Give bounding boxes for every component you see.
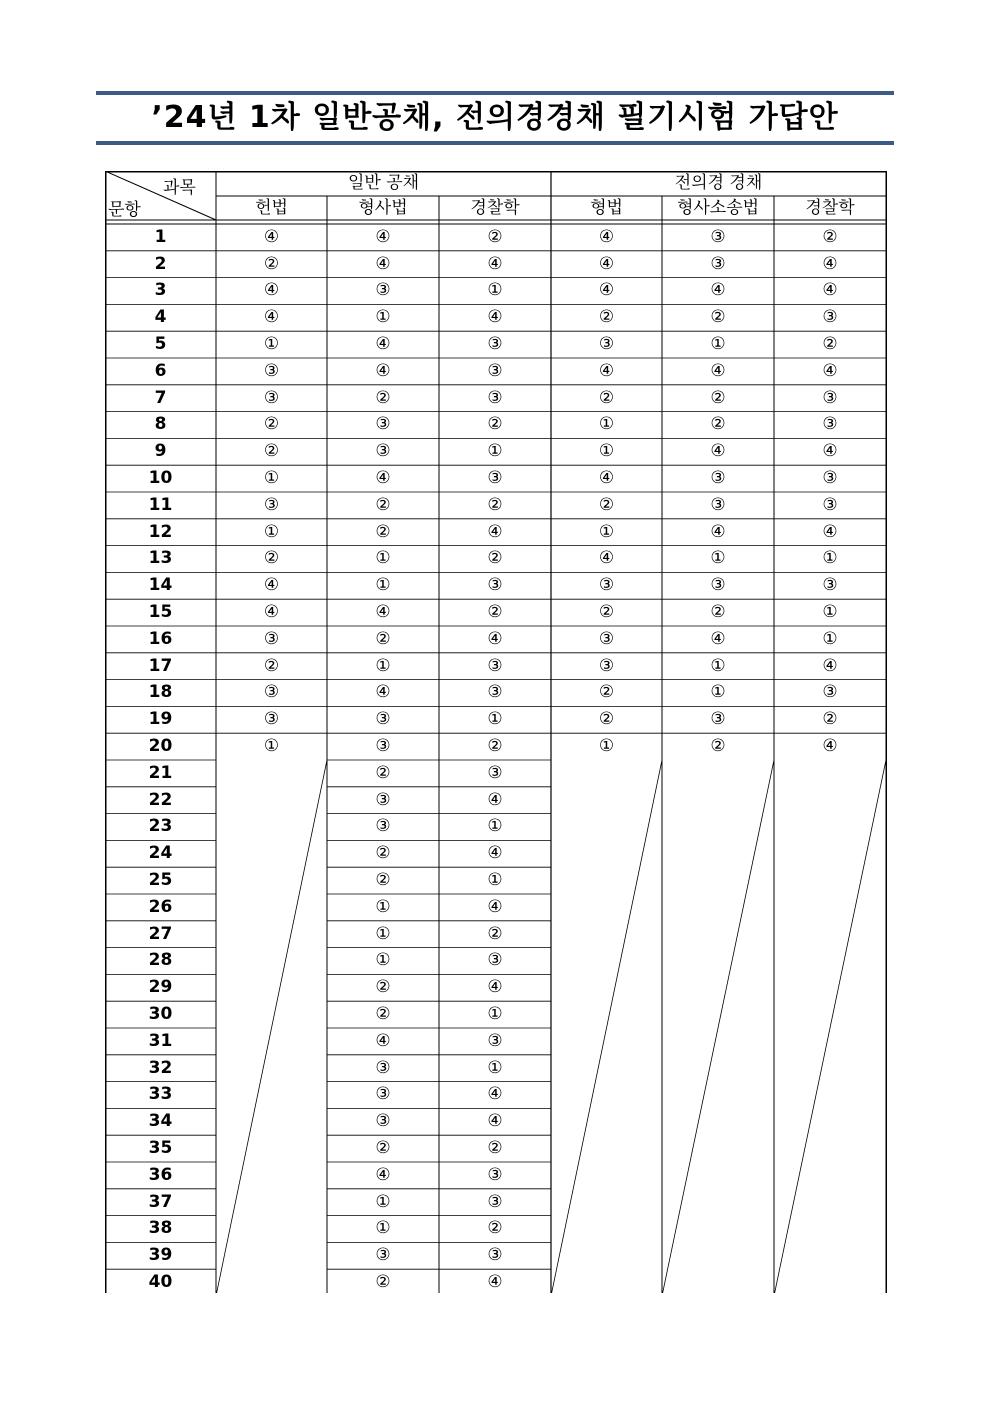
answer-cell: ④ <box>710 521 726 542</box>
answer-cell: ③ <box>375 1057 391 1078</box>
answer-cell: ③ <box>598 655 615 676</box>
answer-cell: ④ <box>487 253 503 274</box>
answer-cell: ② <box>487 414 503 435</box>
answer-cell: ④ <box>487 977 503 998</box>
answer-cell: ③ <box>822 575 838 596</box>
answer-cell: ③ <box>487 468 503 489</box>
title-block <box>96 91 894 145</box>
answer-cell: ② <box>598 682 615 703</box>
answer-cell: ② <box>263 655 280 676</box>
answer-cell: ③ <box>487 762 503 783</box>
subject-header: 형사법 <box>358 197 408 218</box>
answer-cell: ③ <box>710 253 726 274</box>
answer-cell: ③ <box>487 1164 503 1185</box>
question-number: 15 <box>148 602 173 623</box>
answer-cell: ③ <box>487 360 503 381</box>
question-number: 17 <box>148 655 173 676</box>
answer-cell: ② <box>822 709 838 730</box>
answer-cell: ① <box>263 334 280 355</box>
title-top-rule <box>96 91 894 95</box>
answer-cell: ③ <box>487 334 503 355</box>
answer-cell: ④ <box>822 521 838 542</box>
answer-cell: ② <box>487 923 503 944</box>
question-number: 1 <box>154 226 167 247</box>
answer-cell: ① <box>263 736 280 757</box>
answer-cell: ④ <box>487 1084 503 1105</box>
answer-cell: ② <box>710 736 726 757</box>
answer-cell: ② <box>487 548 503 569</box>
question-number: 9 <box>154 441 167 462</box>
answer-cell: ④ <box>375 1164 391 1185</box>
subject-header: 형법 <box>590 197 623 218</box>
corner-subject-label: 과목 <box>163 178 196 198</box>
answer-cell: ③ <box>487 950 503 971</box>
answer-cell: ① <box>375 950 391 971</box>
answer-cell: ④ <box>263 575 280 596</box>
question-number: 40 <box>148 1272 173 1293</box>
answer-cell: ① <box>375 575 391 596</box>
answer-cell: ③ <box>263 494 280 515</box>
question-number: 37 <box>148 1191 173 1212</box>
answer-cell: ② <box>263 414 280 435</box>
answer-cell: ④ <box>598 280 615 301</box>
answer-cell: ③ <box>822 468 838 489</box>
answer-cell: ③ <box>375 1084 391 1105</box>
answer-cell: ③ <box>375 736 391 757</box>
answer-cell: ① <box>375 923 391 944</box>
question-number: 13 <box>148 548 173 569</box>
answer-cell: ② <box>375 843 391 864</box>
answer-cell: ③ <box>375 816 391 837</box>
question-number: 5 <box>154 334 167 355</box>
question-number: 2 <box>154 253 167 274</box>
answer-cell: ③ <box>375 280 391 301</box>
answer-cell: ③ <box>487 387 503 408</box>
answer-cell: ② <box>710 307 726 328</box>
answer-cell: ② <box>487 736 503 757</box>
question-number: 7 <box>154 387 167 408</box>
question-number: 22 <box>148 789 173 810</box>
answer-cell: ① <box>710 655 726 676</box>
answer-cell: ② <box>598 602 615 623</box>
group-header-conscript: 전의경 경채 <box>674 173 763 193</box>
question-number: 36 <box>148 1164 173 1185</box>
answer-cell: ① <box>263 521 280 542</box>
question-number: 14 <box>148 575 173 596</box>
answer-cell: ② <box>375 762 391 783</box>
question-number: 21 <box>148 762 173 783</box>
answer-cell: ④ <box>375 253 391 274</box>
answer-cell: ④ <box>598 360 615 381</box>
answer-cell: ③ <box>598 334 615 355</box>
question-number: 35 <box>148 1138 173 1159</box>
answer-cell: ④ <box>263 280 280 301</box>
answer-cell: ④ <box>375 226 391 247</box>
empty-cell-slash <box>551 760 662 1293</box>
answer-cell: ① <box>375 548 391 569</box>
question-number: 32 <box>148 1057 173 1078</box>
answer-cell: ③ <box>263 709 280 730</box>
question-number: 27 <box>148 923 173 944</box>
answer-cell: ① <box>487 816 503 837</box>
answer-cell: ① <box>375 307 391 328</box>
answer-cell: ④ <box>710 441 726 462</box>
answer-cell: ② <box>263 441 280 462</box>
answer-cell: ② <box>375 1004 391 1025</box>
answer-table <box>105 171 887 1293</box>
question-number: 23 <box>148 816 173 837</box>
answer-cell: ① <box>822 548 838 569</box>
answer-cell: ③ <box>375 1245 391 1266</box>
subject-header: 경찰학 <box>805 197 855 218</box>
answer-cell: ④ <box>487 1111 503 1132</box>
answer-cell: ① <box>487 441 503 462</box>
question-number: 6 <box>154 360 167 381</box>
answer-cell: ① <box>598 414 615 435</box>
answer-cell: ① <box>487 1004 503 1025</box>
question-number: 31 <box>148 1030 173 1051</box>
answer-cell: ② <box>822 334 838 355</box>
question-number: 38 <box>148 1218 173 1239</box>
answer-cell: ① <box>487 870 503 891</box>
answer-cell: ③ <box>822 387 838 408</box>
question-number: 18 <box>148 682 173 703</box>
answer-cell: ① <box>487 709 503 730</box>
answer-cell: ③ <box>375 1111 391 1132</box>
answer-cell: ③ <box>598 575 615 596</box>
answer-cell: ③ <box>487 1030 503 1051</box>
answer-cell: ④ <box>263 602 280 623</box>
answer-cell: ② <box>598 307 615 328</box>
answer-cell: ③ <box>822 494 838 515</box>
answer-cell: ② <box>598 494 615 515</box>
answer-cell: ③ <box>487 682 503 703</box>
answer-cell: ① <box>598 521 615 542</box>
answer-cell: ① <box>375 1218 391 1239</box>
page-title: ’24년 1차 일반공채, 전의경경채 필기시험 가답안 <box>151 100 839 135</box>
answer-cell: ④ <box>598 548 615 569</box>
answer-cell: ④ <box>710 280 726 301</box>
question-number: 34 <box>148 1111 173 1132</box>
answer-cell: ④ <box>710 628 726 649</box>
subject-header: 형사소송법 <box>676 197 760 218</box>
answer-cell: ④ <box>598 226 615 247</box>
answer-cell: ② <box>375 387 391 408</box>
answer-cell: ③ <box>598 628 615 649</box>
question-number: 25 <box>148 870 173 891</box>
answer-cell: ③ <box>822 414 838 435</box>
answer-cell: ③ <box>487 575 503 596</box>
answer-cell: ③ <box>710 494 726 515</box>
answer-cell: ② <box>375 628 391 649</box>
answer-cell: ① <box>822 602 838 623</box>
answer-cell: ④ <box>822 736 838 757</box>
answer-cell: ④ <box>375 1030 391 1051</box>
empty-cell-slash <box>774 760 886 1293</box>
answer-cell: ④ <box>598 253 615 274</box>
question-number: 11 <box>148 494 173 515</box>
answer-cell: ③ <box>710 468 726 489</box>
question-number: 16 <box>148 628 173 649</box>
answer-cell: ③ <box>375 414 391 435</box>
answer-cell: ② <box>263 548 280 569</box>
answer-cell: ③ <box>375 709 391 730</box>
corner-question-label: 문항 <box>108 200 141 220</box>
answer-cell: ③ <box>710 575 726 596</box>
answer-cell: ① <box>487 280 503 301</box>
answer-cell: ② <box>487 1218 503 1239</box>
question-number: 8 <box>154 414 167 435</box>
answer-cell: ③ <box>487 1191 503 1212</box>
answer-cell: ① <box>598 441 615 462</box>
answer-cell: ④ <box>598 468 615 489</box>
answer-cell: ② <box>375 521 391 542</box>
answer-cell: ③ <box>263 682 280 703</box>
answer-cell: ③ <box>822 682 838 703</box>
question-number: 33 <box>148 1084 173 1105</box>
answer-cell: ③ <box>263 628 280 649</box>
question-number: 3 <box>154 280 167 301</box>
answer-cell: ② <box>710 602 726 623</box>
answer-cell: ① <box>598 736 615 757</box>
answer-cell: ④ <box>375 682 391 703</box>
answer-cell: ④ <box>375 334 391 355</box>
answer-cell: ① <box>263 468 280 489</box>
answer-cell: ② <box>487 602 503 623</box>
answer-cell: ④ <box>487 896 503 917</box>
question-number: 19 <box>148 709 173 730</box>
answer-cell: ③ <box>487 655 503 676</box>
answer-cell: ② <box>375 977 391 998</box>
answer-cell: ④ <box>710 360 726 381</box>
question-number: 4 <box>154 307 167 328</box>
answer-cell: ② <box>710 387 726 408</box>
question-number: 39 <box>148 1245 173 1266</box>
answer-cell: ④ <box>822 655 838 676</box>
subject-header: 경찰학 <box>470 197 520 218</box>
question-number: 28 <box>148 950 173 971</box>
question-number: 30 <box>148 1004 173 1025</box>
answer-cell: ④ <box>487 521 503 542</box>
answer-cell: ① <box>710 548 726 569</box>
answer-cell: ③ <box>487 1245 503 1266</box>
subject-header: 헌법 <box>255 197 288 218</box>
answer-cell: ② <box>822 226 838 247</box>
answer-cell: ④ <box>487 843 503 864</box>
answer-cell: ③ <box>375 789 391 810</box>
answer-cell: ③ <box>375 441 391 462</box>
answer-cell: ④ <box>487 307 503 328</box>
answer-cell: ③ <box>263 360 280 381</box>
question-number: 10 <box>148 468 173 489</box>
answer-cell: ④ <box>487 789 503 810</box>
question-number: 20 <box>148 736 173 757</box>
title-bottom-rule <box>96 141 894 145</box>
question-number: 24 <box>148 843 173 864</box>
answer-cell: ① <box>710 682 726 703</box>
answer-cell: ① <box>375 655 391 676</box>
answer-cell: ② <box>375 870 391 891</box>
question-number: 26 <box>148 896 173 917</box>
answer-cell: ② <box>598 387 615 408</box>
empty-cell-slash <box>216 760 327 1293</box>
answer-cell: ① <box>710 334 726 355</box>
answer-cell: ④ <box>375 602 391 623</box>
answer-cell: ② <box>487 1138 503 1159</box>
answer-cell: ④ <box>822 441 838 462</box>
answer-cell: ③ <box>263 387 280 408</box>
answer-cell: ④ <box>487 628 503 649</box>
answer-cell: ① <box>822 628 838 649</box>
answer-cell: ① <box>487 1057 503 1078</box>
answer-cell: ③ <box>822 307 838 328</box>
answer-cell: ④ <box>375 360 391 381</box>
answer-cell: ② <box>598 709 615 730</box>
answer-cell: ④ <box>487 1272 503 1293</box>
answer-cell: ② <box>487 226 503 247</box>
answer-cell: ① <box>375 896 391 917</box>
answer-cell: ③ <box>710 709 726 730</box>
answer-cell: ④ <box>375 468 391 489</box>
answer-cell: ① <box>375 1191 391 1212</box>
answer-cell: ② <box>487 494 503 515</box>
answer-cell: ② <box>710 414 726 435</box>
answer-cell: ④ <box>822 360 838 381</box>
question-number: 29 <box>148 977 173 998</box>
answer-cell: ④ <box>263 226 280 247</box>
answer-cell: ② <box>375 1138 391 1159</box>
answer-cell: ② <box>263 253 280 274</box>
answer-cell: ② <box>375 1272 391 1293</box>
empty-cell-slash <box>662 760 774 1293</box>
answer-cell: ③ <box>710 226 726 247</box>
answer-cell: ② <box>375 494 391 515</box>
answer-cell: ④ <box>822 253 838 274</box>
answer-cell: ④ <box>263 307 280 328</box>
question-number: 12 <box>148 521 173 542</box>
group-header-general: 일반 공채 <box>347 173 420 193</box>
answer-cell: ④ <box>822 280 838 301</box>
